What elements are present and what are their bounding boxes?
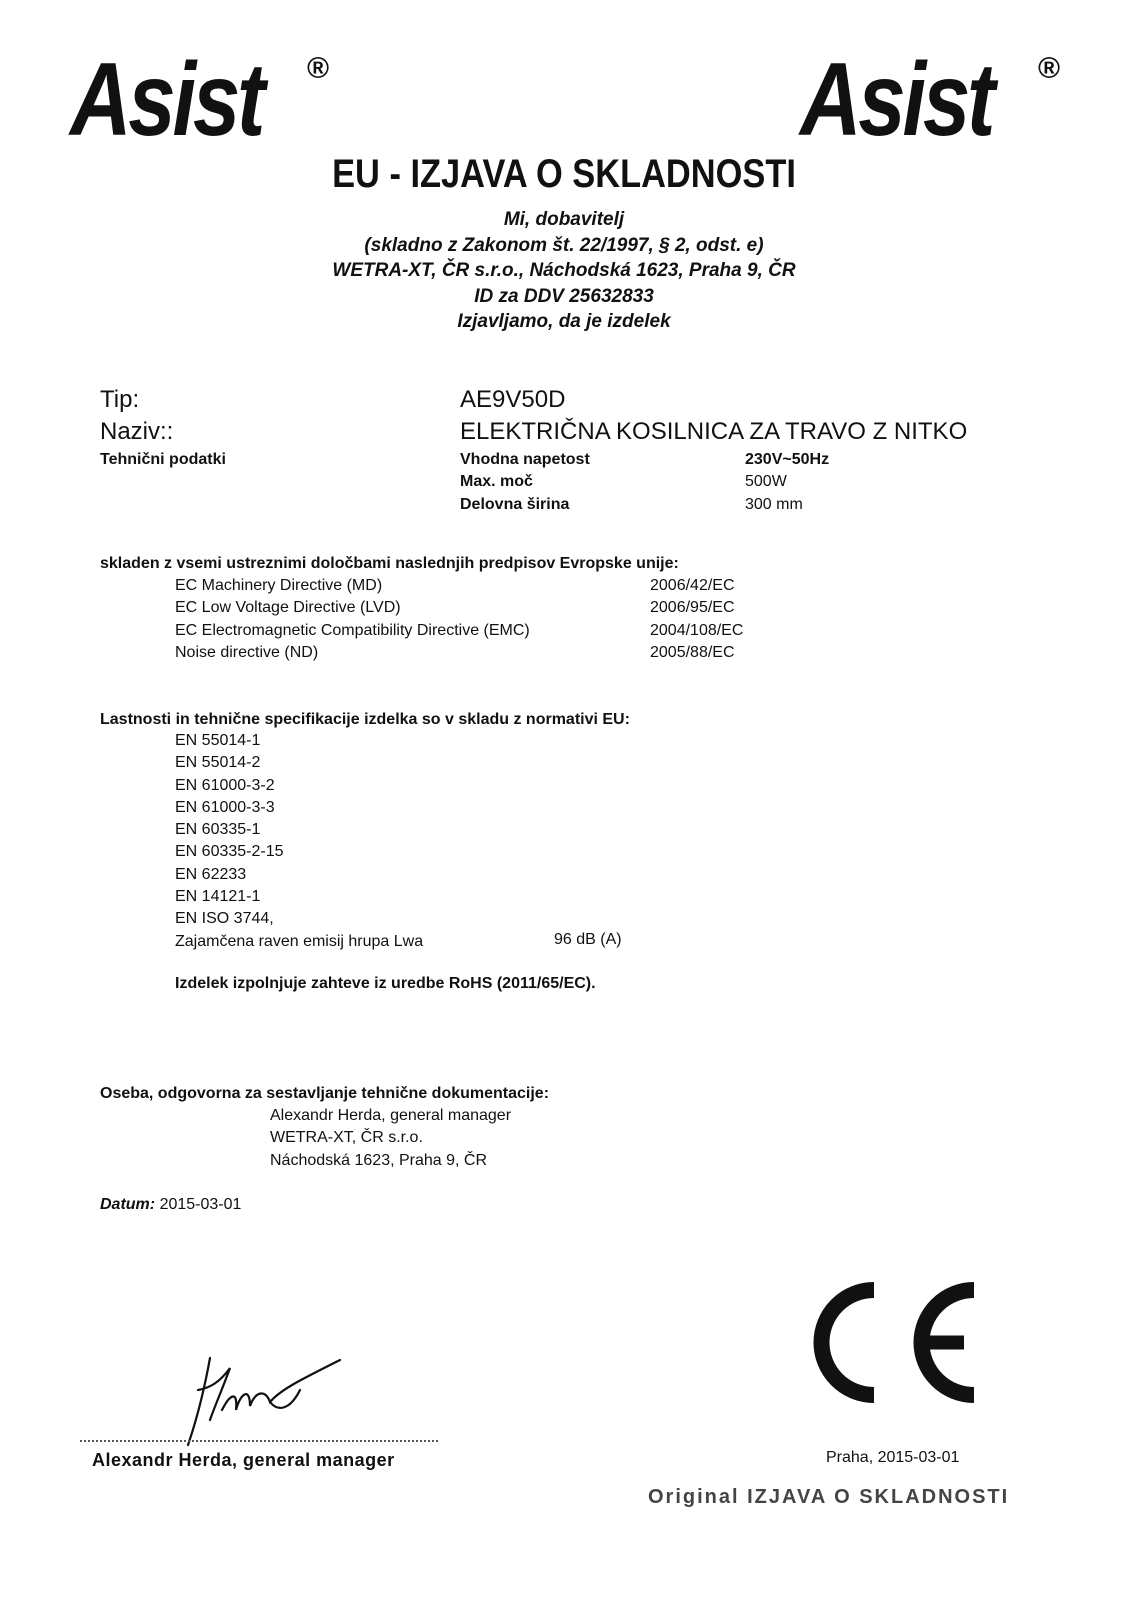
directive-code: 2006/95/EC: [650, 599, 735, 617]
rohs-statement: Izdelek izpolnjuje zahteve iz uredbe RoHS (2011/65/EC).: [175, 975, 596, 992]
logo-right: [800, 42, 1034, 158]
noise-value: 96 dB (A): [554, 931, 622, 948]
date-row: [100, 1196, 241, 1214]
standard-item: EN 60335-2-15: [175, 843, 284, 861]
naziv-value: ELEKTRIČNA KOSILNICA ZA TRAVO Z NITKO: [460, 418, 968, 445]
date-value: 2015-03-01: [159, 1196, 242, 1213]
directive-codes: [650, 575, 743, 664]
spec-label: Max. moč: [460, 473, 533, 491]
standard-item: EN 14121-1: [175, 888, 261, 906]
signature-line: [80, 1440, 438, 1442]
directives-heading: skladen z vsemi ustreznimi določbami naslednjih predpisov Evropske unije:: [100, 555, 679, 572]
intro-line: (skladno z Zakonom št. 22/1997, § 2, odst. e): [364, 234, 764, 256]
directive-name: EC Machinery Directive (MD): [175, 577, 383, 594]
directive-name: Noise directive (ND): [175, 643, 319, 661]
directive-code: 2004/108/EC: [650, 621, 744, 639]
spec-label: Delovna širina: [460, 495, 570, 513]
standard-item: EN 61000-3-3: [175, 798, 275, 816]
responsible-line: WETRA-XT, ČR s.r.o.: [270, 1129, 423, 1147]
naziv-label: Naziv::: [100, 418, 174, 445]
spec-value: 300 mm: [745, 495, 803, 513]
spec-labels: [460, 449, 590, 516]
responsible-line: Náchodská 1623, Praha 9, ČR: [270, 1151, 488, 1169]
tech-label: Tehnični podatki: [100, 451, 226, 468]
standards-heading: Lastnosti in tehnične specifikacije izdelka so v skladu z normativi EU:: [100, 711, 630, 728]
intro-line: ID za DDV 25632833: [474, 285, 654, 307]
date-label: Datum:: [100, 1196, 156, 1213]
standard-item: EN 61000-3-2: [175, 776, 275, 794]
directive-names: [175, 575, 530, 664]
ce-mark-icon: [804, 1280, 984, 1405]
registered-mark-left: ®: [307, 52, 330, 85]
logo-left: [70, 42, 304, 158]
responsible-heading: Oseba, odgovorna za sestavljanje tehnične dokumentacije:: [100, 1085, 550, 1102]
logo-text: Asist: [70, 42, 263, 158]
spec-value: 500W: [745, 473, 787, 491]
intro-line: Izjavljamo, da je izdelek: [457, 311, 671, 332]
standard-item: EN 55014-2: [175, 754, 261, 772]
standard-item: EN ISO 3744,: [175, 910, 274, 928]
supplier-intro: [0, 207, 1128, 335]
noise-label: Zajamčena raven emisij hrupa Lwa: [175, 932, 424, 950]
responsible-details: [270, 1105, 511, 1172]
standards-list: [175, 730, 423, 953]
directive-name: EC Low Voltage Directive (LVD): [175, 599, 401, 617]
page-title: EU - IZJAVA O SKLADNOSTI: [332, 152, 796, 196]
tip-value: AE9V50D: [460, 386, 566, 413]
directive-code: 2005/88/EC: [650, 643, 735, 661]
footer-label: Original IZJAVA O SKLADNOSTI: [648, 1486, 1010, 1508]
spec-value: 230V~50Hz: [745, 451, 830, 468]
directive-name: EC Electromagnetic Compatibility Directive (EMC): [175, 621, 530, 639]
standard-item: EN 62233: [175, 865, 247, 883]
intro-line: WETRA-XT, ČR s.r.o., Náchodská 1623, Praha 9, ČR: [332, 260, 796, 281]
spec-label: Vhodna napetost: [460, 451, 590, 468]
registered-mark-right: ®: [1038, 52, 1061, 85]
place-date: Praha, 2015-03-01: [826, 1449, 960, 1466]
standard-item: EN 60335-1: [175, 821, 261, 839]
logo-text: Asist: [800, 42, 993, 158]
tip-label: Tip:: [100, 386, 140, 413]
signatory-name: Alexandr Herda, general manager: [92, 1450, 395, 1470]
spec-values: [745, 449, 829, 516]
standard-item: EN 55014-1: [175, 732, 261, 749]
directive-code: 2006/42/EC: [650, 577, 735, 594]
intro-line: Mi, dobavitelj: [503, 209, 625, 230]
responsible-line: Alexandr Herda, general manager: [270, 1107, 512, 1124]
